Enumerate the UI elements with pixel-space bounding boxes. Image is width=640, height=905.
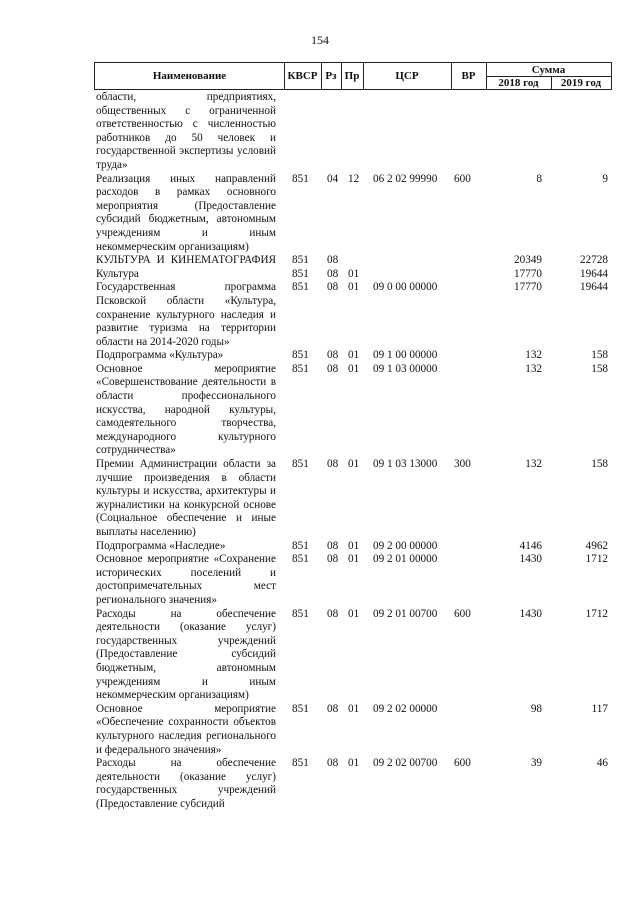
header-rz: Рз <box>321 63 342 89</box>
header-sum: Сумма <box>486 63 611 77</box>
row-sum-2019: 1712 <box>585 607 608 620</box>
row-sum-2018: 132 <box>525 362 542 375</box>
row-name: Государственная программа Псковской области «Культура, сохранение культурного наследия и развитие туризма на территории области на 2014-2020 годы» <box>96 281 276 348</box>
table-row <box>96 540 612 554</box>
row-csr: 09 2 01 00700 <box>373 607 438 620</box>
row-name: Основное мероприятие «Обеспечение сохранности объектов культурного наследия регионального и федерального значения» <box>96 702 276 756</box>
row-csr: 09 1 00 00000 <box>373 349 438 362</box>
row-kvsr: 851 <box>292 702 309 715</box>
row-sum-2018: 39 <box>530 757 542 770</box>
row-pr: 01 <box>348 267 360 280</box>
row-sum-2019: 22728 <box>580 254 608 267</box>
row-rz: 08 <box>327 553 339 566</box>
row-rz: 08 <box>327 607 339 620</box>
row-vr: 600 <box>454 757 471 770</box>
row-name: КУЛЬТУРА И КИНЕМАТОГРАФИЯ <box>96 254 276 267</box>
row-rz: 08 <box>327 349 339 362</box>
table-header <box>94 62 612 90</box>
row-vr: 300 <box>454 458 471 471</box>
header-2018: 2018 год <box>486 76 552 89</box>
table-row <box>96 608 612 703</box>
row-name: Основное мероприятие «Совершенствование деятельности в области профессионального искусства, народной культуры, самодеятельного творчества, международного культурного сотрудничества» <box>96 362 276 457</box>
row-vr: 600 <box>454 172 471 185</box>
row-name: Реализация иных направлений расходов в рамках основного мероприятия (Предоставление субсидий бюджетным, автономным учреждениям и иным некоммерческим организациям) <box>96 172 276 253</box>
row-csr: 09 1 03 13000 <box>373 458 438 471</box>
table-row <box>96 254 612 268</box>
row-sum-2019: 158 <box>591 458 608 471</box>
table-row <box>96 458 612 540</box>
row-pr: 01 <box>348 458 360 471</box>
row-sum-2018: 132 <box>525 349 542 362</box>
table-row <box>96 281 612 349</box>
row-pr: 01 <box>348 607 360 620</box>
row-sum-2018: 17770 <box>514 281 542 294</box>
row-kvsr: 851 <box>292 254 309 267</box>
row-sum-2019: 158 <box>591 349 608 362</box>
header-kvsr: КВСР <box>284 63 322 89</box>
row-name: Подпрограмма «Наследие» <box>96 539 226 552</box>
row-pr: 01 <box>348 281 360 294</box>
row-csr: 09 2 00 00000 <box>373 539 438 552</box>
row-sum-2019: 1712 <box>585 553 608 566</box>
header-name: Наименование <box>95 63 285 89</box>
row-rz: 08 <box>327 362 339 375</box>
row-rz: 08 <box>327 267 339 280</box>
row-csr: 09 2 01 00000 <box>373 553 438 566</box>
row-sum-2019: 4962 <box>585 539 608 552</box>
row-pr: 01 <box>348 702 360 715</box>
row-name: Подпрограмма «Культура» <box>96 349 224 362</box>
row-name: Расходы на обеспечение деятельности (оказание услуг) государственных учреждений (Предоставление субсидий бюджетным, автономным учреждениям и иным некоммерческим организациям) <box>96 607 276 702</box>
page-number: 154 <box>311 33 329 47</box>
row-kvsr: 851 <box>292 757 309 770</box>
row-csr: 09 2 02 00000 <box>373 702 438 715</box>
row-sum-2019: 9 <box>602 172 608 185</box>
table-row <box>96 553 612 607</box>
row-kvsr: 851 <box>292 267 309 280</box>
row-name: Премии Администрации области за лучшие произведения в области культуры и искусства, архитектуры и журналистики на конкурсной основе (Социальное обеспечение и иные выплаты населению) <box>96 458 276 538</box>
row-sum-2018: 1430 <box>519 607 542 620</box>
row-kvsr: 851 <box>292 607 309 620</box>
row-sum-2019: 46 <box>596 757 608 770</box>
header-vr: ВР <box>451 63 487 89</box>
row-name: Культура <box>96 267 139 280</box>
row-sum-2018: 4146 <box>519 539 542 552</box>
row-pr: 01 <box>348 757 360 770</box>
row-csr: 09 0 00 00000 <box>373 281 438 294</box>
table-row <box>96 173 612 255</box>
row-rz: 08 <box>327 702 339 715</box>
row-sum-2018: 98 <box>530 702 542 715</box>
row-pr: 12 <box>348 172 360 185</box>
header-2019: 2019 год <box>560 76 602 89</box>
table-body <box>96 91 612 811</box>
row-sum-2019: 19644 <box>580 281 608 294</box>
row-kvsr: 851 <box>292 539 309 552</box>
row-pr: 01 <box>348 553 360 566</box>
row-pr: 01 <box>348 362 360 375</box>
row-rz: 04 <box>327 172 339 185</box>
row-sum-2018: 1430 <box>519 553 542 566</box>
row-sum-2019: 158 <box>591 362 608 375</box>
table-row <box>96 349 612 363</box>
row-sum-2018: 8 <box>536 172 542 185</box>
row-rz: 08 <box>327 281 339 294</box>
header-csr: ЦСР <box>363 63 452 89</box>
row-kvsr: 851 <box>292 349 309 362</box>
row-kvsr: 851 <box>292 172 309 185</box>
row-rz: 08 <box>327 539 339 552</box>
row-kvsr: 851 <box>292 281 309 294</box>
row-sum-2018: 20349 <box>514 254 542 267</box>
row-kvsr: 851 <box>292 553 309 566</box>
row-vr: 600 <box>454 607 471 620</box>
table-row <box>96 268 612 282</box>
header-pr: Пр <box>341 63 364 89</box>
row-rz: 08 <box>327 458 339 471</box>
row-pr: 01 <box>348 539 360 552</box>
row-name: Основное мероприятие «Сохранение исторических поселений и достопримечательных мест регионального значения» <box>96 553 276 606</box>
row-pr: 01 <box>348 349 360 362</box>
row-name: Расходы на обеспечение деятельности (оказание услуг) государственных учреждений (Предоставление субсидий <box>96 757 276 810</box>
row-sum-2018: 17770 <box>514 267 542 280</box>
row-kvsr: 851 <box>292 362 309 375</box>
row-rz: 08 <box>327 254 339 267</box>
table-row <box>96 91 612 173</box>
table-row <box>96 363 612 458</box>
row-csr: 09 1 03 00000 <box>373 362 438 375</box>
row-kvsr: 851 <box>292 458 309 471</box>
table-row <box>96 757 612 811</box>
row-csr: 09 2 02 00700 <box>373 757 438 770</box>
row-sum-2018: 132 <box>525 458 542 471</box>
row-sum-2019: 19644 <box>580 267 608 280</box>
row-name: области, предприятиях, общественных с ограниченной ответственностью с численностью работников до 50 человек и государственной экспертизы условий труда» <box>96 91 276 171</box>
row-csr: 06 2 02 99990 <box>373 172 438 185</box>
row-sum-2019: 117 <box>591 702 608 715</box>
table-row <box>96 703 612 757</box>
row-rz: 08 <box>327 757 339 770</box>
